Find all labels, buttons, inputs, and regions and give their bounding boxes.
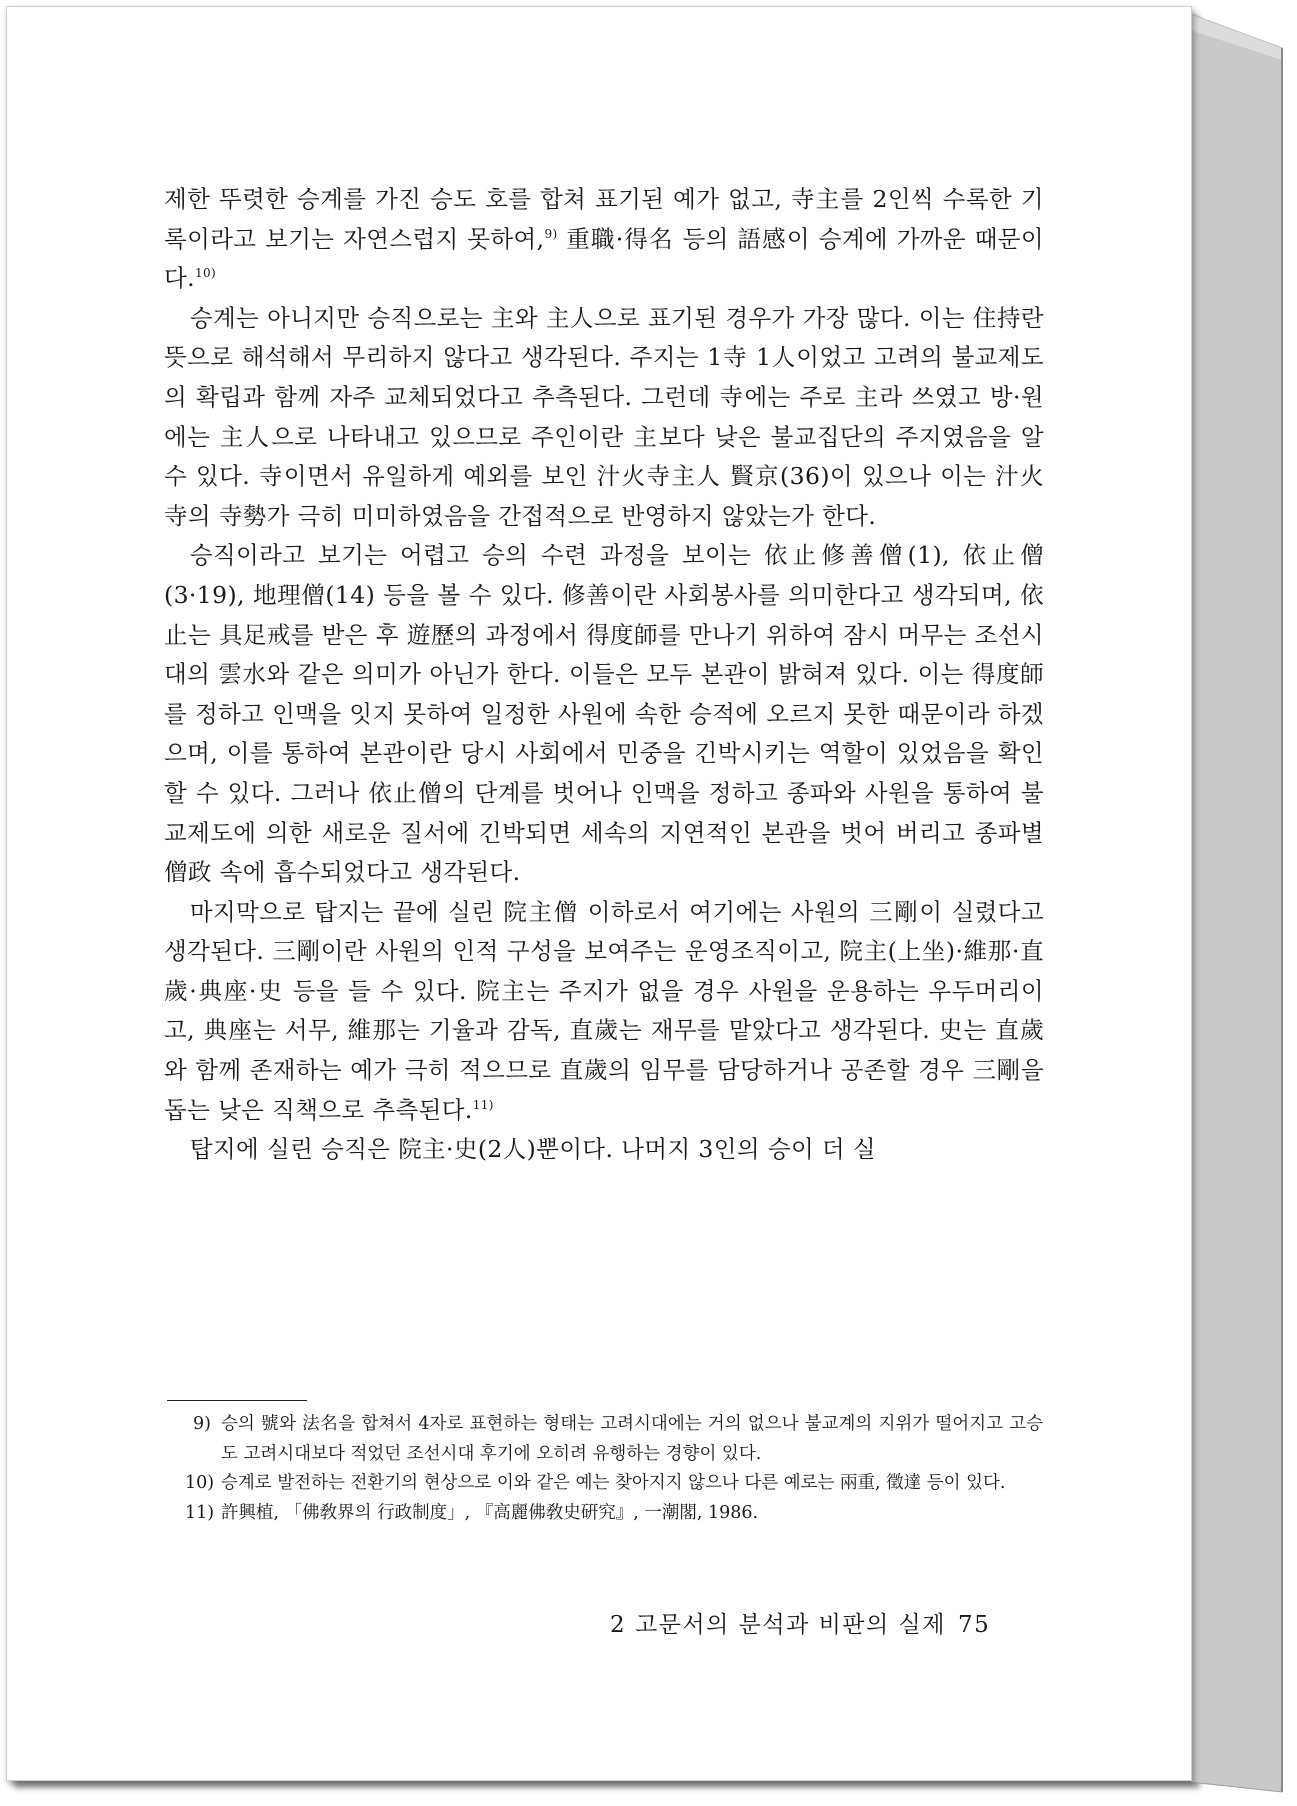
paragraph-1-end: 重職·得名 등의 語感이 승계에 가까운 때문이다. — [164, 224, 1044, 293]
footnote-text: 승계로 발전하는 전환기의 현상으로 이와 같은 예는 찾아지지 않으나 다른 예로는 兩重, 徵達 등이 있다. — [221, 1473, 1006, 1493]
paragraph-2: 승계는 아니지만 승직으로는 主와 主人으로 표기된 경우가 가장 많다. 이는 住持란 뜻으로 해석해서 무리하지 않다고 생각된다. 주지는 1寺 1人이었고 고려의 불교제도의 확립과 함께 자주 교체되었다고 추측된다. 그런데 寺에는 주로 主라 쓰였고 방·원에는 主人으로 나타내고 있으므로 주인이란 主보다 낮은 불교집단의 주지였음을 알 수 있다. 寺이면서 유일하게 예외를 보인 汁火寺主人 賢京(36)이 있으나 이는 汁火寺의 寺勢가 극히 미미하였음을 간접적으로 반영하지 않았는가 한다. — [164, 303, 1044, 530]
footnote-ref-11: 11) — [472, 1097, 494, 1112]
footnote-10 — [167, 1469, 1043, 1499]
footnote-text: 許興植, 「佛敎界의 行政制度」, 『高麗佛敎史硏究』, 一潮閣, 1986. — [221, 1502, 759, 1523]
paragraph-3: 승직이라고 보기는 어렵고 승의 수련 과정을 보이는 依止修善僧(1), 依止僧(3·19), 地理僧(14) 등을 볼 수 있다. 修善이란 사회봉사를 의미한다고 생각되며, 依止는 具足戒를 받은 후 遊歷의 과정에서 得度師를 만나기 위하여 잠시 머무는 조선시대의 雲水와 같은 의미가 아닌가 한다. 이들은 모두 본관이 밝혀져 있다. 이는 得度師를 정하고 인맥을 잇지 못하여 일정한 사원에 속한 승적에 오르지 못한 때문이라 하겠으며, 이를 통하여 본관이란 당시 사회에서 민중을 긴박시키는 역할이 있었음을 확인할 수 있다. 그러나 依止僧의 단계를 벗어나 인맥을 정하고 종파와 사원을 통하여 불교제도에 의한 새로운 질서에 긴박되면 세속의 지연적인 본관을 벗어 버리고 종파별 僧政 속에 흡수되었다고 생각된다. — [164, 541, 1044, 887]
footnote-ref-10: 10) — [194, 266, 217, 281]
paragraph-1 — [164, 180, 1044, 299]
footnote-ref-9: 9) — [544, 226, 558, 241]
footnote-9 — [167, 1410, 1043, 1469]
footnote-number: 11) — [185, 1502, 215, 1523]
paragraph-1-start: 제한 뚜렷한 승계를 가진 승도 호를 합쳐 표기된 예가 없고, 寺主를 2인씩 수록한 기록이라고 보기는 자연스럽지 못하여, — [164, 185, 1044, 253]
paragraph-4 — [164, 893, 1044, 1131]
page-number: 75 — [958, 1612, 991, 1638]
footnote-divider — [167, 1400, 307, 1401]
footnote-11 — [167, 1499, 1043, 1529]
body-text — [164, 180, 1044, 1170]
footnotes — [167, 1410, 1043, 1528]
footnote-text: 승의 號와 法名을 합쳐서 4자로 표현하는 형태는 고려시대에는 거의 없으나 불교계의 지위가 떨어지고 고승도 고려시대보다 적었던 조선시대 후기에 오히려 유행하는 경향이 있다. — [221, 1414, 1043, 1464]
footnote-number: 9) — [193, 1414, 211, 1434]
paragraph-5: 탑지에 실린 승직은 院主·史(2人)뿐이다. 나머지 3인의 승이 더 실 — [189, 1135, 877, 1164]
chapter-title: 2 고문서의 분석과 비판의 실제 — [610, 1612, 946, 1638]
paragraph-4-text: 마지막으로 탑지는 끝에 실린 院主僧 이하로서 여기에는 사원의 三剛이 실렸다고 생각된다. 三剛이란 사원의 인적 구성을 보여주는 운영조직이고, 院主(上坐)·維那·直歲·典座·史 등을 들 수 있다. 院主는 주지가 없을 경우 사원을 운용하는 우두머리이고, 典座는 서무, 維那는 기율과 감독, 直歲는 재무를 맡았다고 생각된다. 史는 直歲와 함께 존재하는 예가 극히 적으므로 直歲의 임무를 담당하거나 공존할 경우 三剛을 돕는 낮은 직책으로 추측된다. — [164, 897, 1044, 1124]
running-footer — [610, 1606, 990, 1639]
footnote-number: 10) — [185, 1473, 215, 1493]
